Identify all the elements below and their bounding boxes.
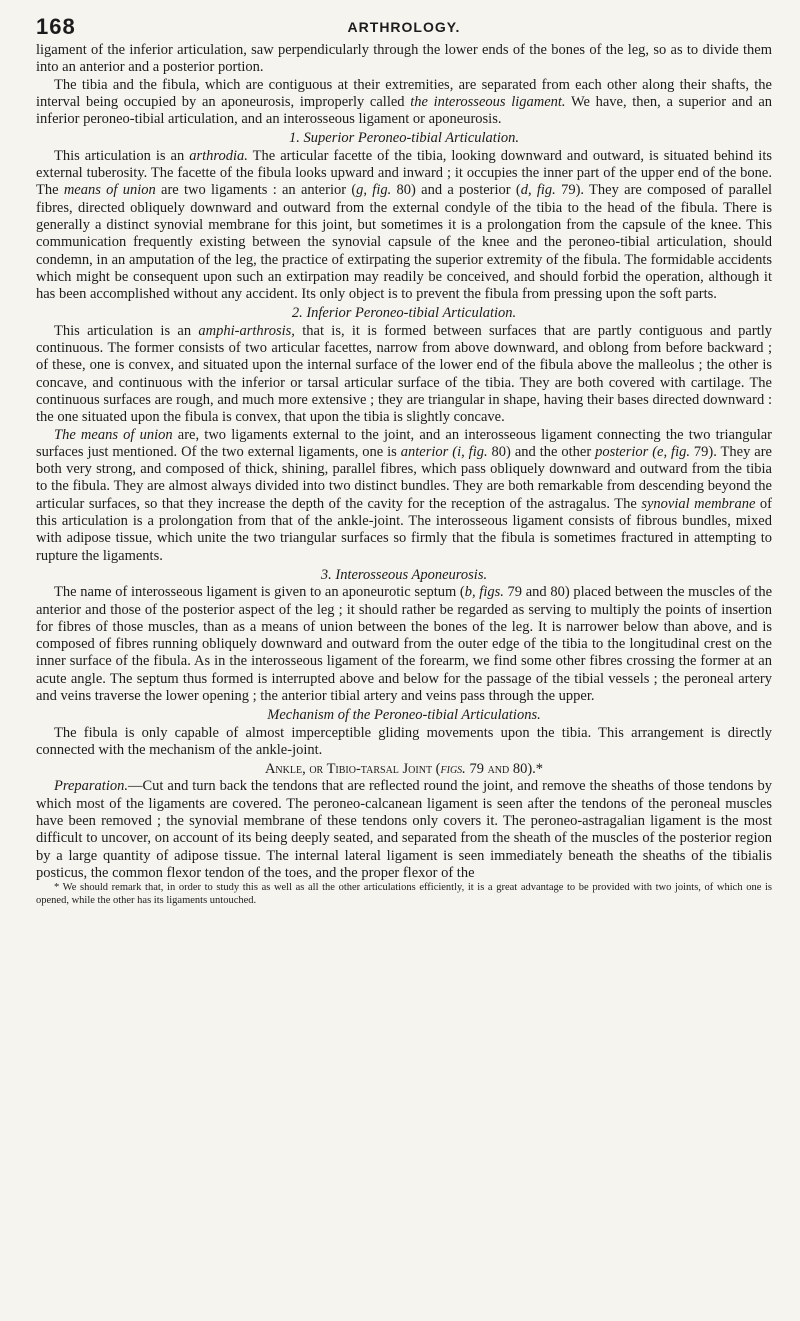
paragraph: ligament of the inferior articulation, saw perpendicularly through the lower ends of the bones of the leg, so as to divide them into an anterior and a posterior portion.	[36, 42, 772, 76]
footnote: * We should remark that, in order to study this as well as all the other articulations efficiently, it is a great advantage to be provided with two joints, of which one is opened, while the other has its ligaments untouched.	[36, 882, 772, 906]
section-heading: Ankle, or Tibio-tarsal Joint (figs. 79 and 80).*	[264, 761, 544, 778]
paragraph: This articulation is an arthrodia. The articular facette of the tibia, looking downward and outward, is situated behind its external tuberosity. The facette of the fibula looks upward and inward ; it occupies the inner part of the upper end of the bone. The means of union are two ligaments : an anterior (g, fig. 80) and a posterior (d, fig. 79). They are composed of parallel fibres, directed obliquely downward and outward from the external condyle of the tibia to the head of the fibula. There is generally a distinct synovial membrane for this joint, but sometimes it is a prolongation from the capsule of the knee. This communication frequently existing between the synovial capsule of the knee and the peroneo-tibial articulation, should condemn, in an amputation of the leg, the practice of extirpating the superior extremity of the fibula. The formidable accidents which might be consequent upon such an extirpation may readily be conceived, and should forbid the operation, although it has been accomplished without any accident. Its only object is to prevent the fibula from pressing upon the soft parts.	[36, 147, 773, 303]
paragraph: The tibia and the fibula, which are contiguous at their extremities, are separated from each other along their shafts, the interval being occupied by an aponeurosis, improperly called the interosseous ligament. We have, then, a superior and an inferior peroneo-tibial articulation, and an interosseous ligament or aponeurosis.	[36, 76, 772, 128]
paragraph: This articulation is an amphi-arthrosis, that is, it is formed between surfaces that are partly contiguous and partly continuous. The former consists of two articular facettes, narrow from above downward, and oblong from before backward ; of these, one is convex, and situated upon the internal surface of the lower end of the fibula above the malleolus ; the other is concave, and continuous with the inferior or tarsal articular surface of the tibia. They are both covered with cartilage. The continuous surfaces are rough, and much more extensive ; they are triangular in shape, having their bases directed downward : the one situated upon the fibula is convex, that upon the tibia is slightly concave.	[36, 322, 772, 426]
page-body	[36, 42, 772, 907]
paragraph: Preparation.—Cut and turn back the tendons that are reflected round the joint, and remove the sheaths of those tendons by which most of the ligaments are covered. The peroneo-calcanean ligament is seen after the tendons of the peroneal muscles have been removed ; the synovial membrane of these tendons only covers it. The peroneo-astragalian ligament is the most difficult to uncover, on account of its being deeply seated, and separated from the sheath of the muscles of the posterior region by a large quantity of adipose tissue. The internal lateral ligament is seen immediately beneath the sheaths of the tibialis posticus, the common flexor tendon of the toes, and the proper flexor of the	[36, 778, 772, 881]
paragraph: The means of union are, two ligaments external to the joint, and an interosseous ligament connecting the two triangular surfaces just mentioned. Of the two external ligaments, one is anterior (i, fig. 80) and the other posterior (e, fig. 79). They are both very strong, and composed of thick, shining, parallel fibres, which pass obliquely downward and outward from the tibia to the fibula. They are almost always divided into two distinct bundles. They are both remarkable from descending beyond the articular surfaces, so that they increase the depth of the cavity for the reception of the astragalus. The synovial membrane of this articulation is a prolongation from that of the ankle-joint. The interosseous ligament consists of fibrous bundles, mixed with adipose tissue, which unite the two triangular surfaces so firmly that the fibula is sometimes fractured in attempting to rupture the ligaments.	[36, 426, 773, 564]
paragraph: The name of interosseous ligament is given to an aponeurotic septum (b, figs. 79 and 80) placed between the muscles of the anterior and those of the posterior aspect of the leg ; it should rather be regarded as serving to multiply the points of insertion for fibres of those muscles, than as a means of union between the bones of the leg. It is narrower below than above, and is composed of fibres running obliquely downward and outward from the outer edge of the tibia to the longitudinal crest on the inner surface of the fibula. As in the interosseous ligament of the forearm, we find some other fibres crossing the former at an acute angle. The septum thus formed is interrupted above and below for the passage of the tibial vessels ; the peroneal artery and veins traverse the lower opening ; the anterior tibial artery and veins pass through the upper.	[36, 584, 772, 704]
paragraph: The fibula is only capable of almost imperceptible gliding movements upon the tibia. This arrangement is directly connected with the mechanism of the ankle-joint.	[36, 724, 772, 758]
section-heading: 3. Interosseous Aponeurosis.	[320, 566, 488, 583]
section-heading: Mechanism of the Peroneo-tibial Articulations.	[267, 707, 541, 724]
running-head: ARTHROLOGY.	[347, 19, 461, 35]
page-header	[36, 14, 772, 42]
section-heading: 1. Superior Peroneo-tibial Articulation.	[289, 130, 519, 147]
section-heading: 2. Inferior Peroneo-tibial Articulation.	[291, 305, 517, 322]
page-number: 168	[36, 14, 76, 39]
